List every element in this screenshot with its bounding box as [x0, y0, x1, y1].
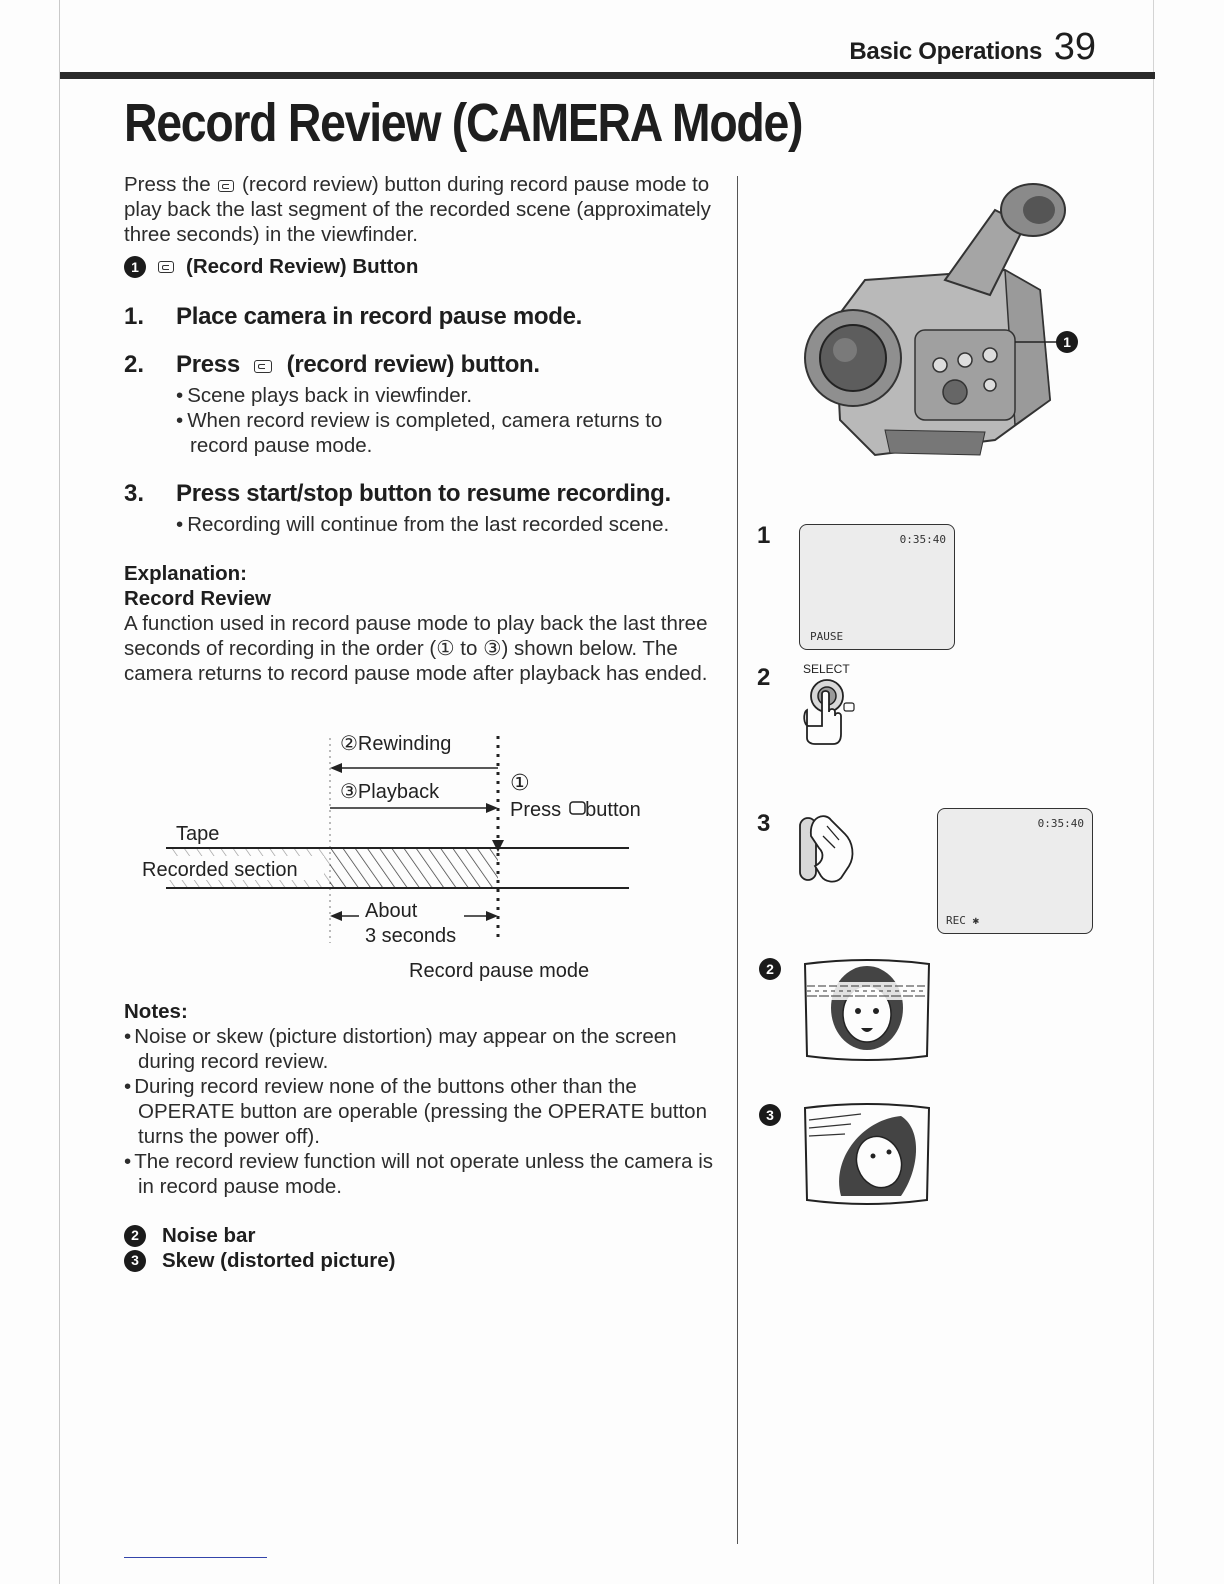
tape-label: Tape — [176, 823, 220, 845]
playback-label: ③Playback — [340, 781, 440, 803]
legend-label: Skew (distorted picture) — [162, 1249, 396, 1272]
girl-eye — [855, 1008, 861, 1014]
record-review-icon — [844, 703, 854, 711]
seconds-label: 3 seconds — [365, 925, 457, 947]
control-button — [933, 358, 947, 372]
press-text: Press — [510, 799, 562, 821]
figure-noise-bar-marker: 2 — [759, 958, 781, 980]
callout-number: 1 — [124, 256, 146, 278]
illustrations-column — [745, 170, 1145, 1270]
header-rule — [60, 72, 1155, 79]
header-section-title: Basic Operations — [849, 38, 1042, 65]
intro-text-1: Press the — [124, 173, 211, 196]
playback-arrowhead — [486, 803, 498, 813]
about-arrowhead-right — [486, 911, 498, 921]
step-number: 1. — [124, 303, 145, 330]
grille — [885, 430, 985, 455]
rec-indicator: REC ✱ — [946, 914, 980, 927]
explanation-heading: Explanation: — [124, 562, 248, 585]
eyecup-opening — [1023, 196, 1055, 224]
step-3 — [124, 480, 724, 508]
legend-skew — [124, 1248, 724, 1273]
callout-marker-number: 1 — [1063, 334, 1071, 350]
camcorder-illustration — [795, 170, 1095, 470]
rewind-arrowhead — [330, 763, 342, 773]
callout-label: (Record Review) Button — [186, 255, 419, 278]
explanation-subheading: Record Review — [124, 587, 271, 610]
page-title: Record Review (CAMERA Mode) — [124, 93, 803, 153]
step-3-bullets — [176, 512, 724, 537]
control-panel — [915, 330, 1015, 420]
bullet-item: • When record review is completed, camera returns to record pause mode. — [176, 408, 724, 458]
about-label: About — [365, 900, 418, 922]
notes-heading: Notes: — [124, 1000, 188, 1023]
pressing-thumb — [811, 816, 853, 881]
control-button — [983, 348, 997, 362]
figure-step-number: 3 — [757, 810, 771, 837]
timecode: 0:35:40 — [899, 533, 946, 546]
legend-number: 3 — [124, 1250, 146, 1272]
press-start-stop-hand-icon — [795, 806, 865, 886]
legend-noise-bar — [124, 1223, 724, 1248]
step-title: Place camera in record pause mode. — [176, 303, 582, 330]
figure-step-number: 1 — [757, 522, 771, 549]
intro-paragraph — [124, 172, 724, 247]
viewfinder-recording-screen — [937, 808, 1093, 934]
step-1 — [124, 303, 724, 331]
step-title-post: (record review) button. — [286, 351, 540, 378]
pause-indicator: PAUSE — [810, 630, 844, 643]
girl-eye — [873, 1008, 879, 1014]
about-arrowhead-left — [330, 911, 342, 921]
recorded-section-label: Recorded section — [142, 859, 298, 881]
record-review-icon — [254, 360, 272, 373]
order-marker: ① — [510, 771, 530, 796]
rewinding-label: ②Rewinding — [340, 733, 452, 755]
noise-bar-illustration — [801, 956, 933, 1064]
timecode: 0:35:40 — [1037, 817, 1084, 830]
column-divider — [737, 176, 738, 1544]
record-review-icon — [218, 180, 234, 192]
legend-label: Noise bar — [162, 1224, 256, 1247]
step-number: 3. — [124, 480, 145, 507]
record-review-diagram — [124, 728, 684, 988]
figure-legend — [124, 1223, 724, 1273]
notes-block — [124, 999, 724, 1273]
notes-list — [124, 1024, 724, 1199]
explanation-block — [124, 561, 724, 686]
step-title: Press start/stop button to resume recording. — [176, 480, 671, 507]
legend-number: 2 — [124, 1225, 146, 1247]
figure-step-number: 2 — [757, 664, 771, 691]
note-item: • During record review none of the buttons other than the OPERATE button are operable (pressing the OPERATE button turns the power off). — [124, 1074, 724, 1149]
page-number: 39 — [1053, 26, 1096, 68]
instructions-column — [124, 172, 724, 686]
callout-record-review-button — [124, 255, 724, 279]
viewfinder-pause-screen — [799, 524, 955, 650]
review-segment-hatch — [330, 849, 498, 887]
step-2-bullets — [176, 383, 724, 458]
note-item: • The record review function will not operate unless the camera is in record pause mode. — [124, 1149, 724, 1199]
page-edge-left — [59, 0, 60, 1584]
record-pause-mode-label: Record pause mode — [409, 960, 590, 982]
page-edge-right — [1153, 0, 1154, 1584]
explanation-body: A function used in record pause mode to play back the last three seconds of recording in the order (① to ③) shown below. The camera returns to record pause mode after playback has ended. — [124, 612, 708, 685]
step-2 — [124, 351, 724, 379]
bullet-item: • Recording will continue from the last recorded scene. — [176, 512, 724, 537]
bullet-item: • Scene plays back in viewfinder. — [176, 383, 724, 408]
press-select-hand-icon — [797, 676, 867, 746]
girl-eye — [887, 1150, 892, 1155]
select-label: SELECT — [803, 662, 850, 676]
record-review-icon — [158, 261, 174, 273]
girl-eye — [871, 1154, 876, 1159]
control-button — [943, 380, 967, 404]
button-text: button — [585, 799, 641, 821]
control-button — [984, 379, 996, 391]
figure-skew-marker: 3 — [759, 1104, 781, 1126]
step-number: 2. — [124, 351, 145, 378]
step-title — [176, 351, 540, 379]
note-item: • Noise or skew (picture distortion) may appear on the screen during record review. — [124, 1024, 724, 1074]
skew-illustration — [801, 1100, 933, 1208]
intro-text-2: (record review) button during record pause mode to play back the last segment of the recorded scene (approximately three seconds) in the viewfinder. — [124, 173, 711, 246]
lens-highlight — [833, 338, 857, 362]
footer-rule — [124, 1557, 267, 1558]
control-button — [958, 353, 972, 367]
step-title-pre: Press — [176, 351, 240, 378]
